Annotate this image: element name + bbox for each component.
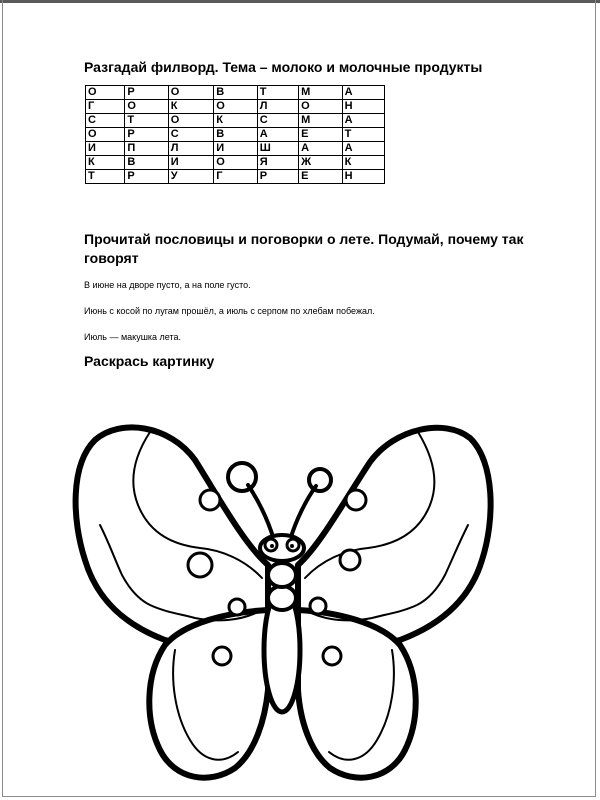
- grid-cell: Р: [125, 170, 168, 184]
- wing-spot: [310, 598, 326, 614]
- grid-cell: Т: [86, 170, 125, 184]
- grid-cell: О: [168, 86, 214, 100]
- grid-cell: Г: [86, 100, 125, 114]
- grid-row: [86, 100, 385, 114]
- wing-spot: [323, 647, 341, 665]
- wing-spot: [309, 469, 331, 491]
- grid-row: [86, 128, 385, 142]
- grid-cell: А: [342, 142, 384, 156]
- butterfly-thorax-lower: [268, 586, 296, 610]
- grid-cell: К: [214, 114, 257, 128]
- grid-cell: И: [168, 156, 214, 170]
- grid-cell: Е: [299, 128, 342, 142]
- grid-cell: Т: [342, 128, 384, 142]
- grid-cell: Л: [257, 100, 298, 114]
- grid-cell: А: [342, 86, 384, 100]
- grid-cell: О: [168, 114, 214, 128]
- grid-cell: О: [86, 128, 125, 142]
- grid-cell: Т: [257, 86, 298, 100]
- coloring-title: Раскрась картинку: [84, 353, 215, 369]
- grid-row: [86, 86, 385, 100]
- right-pupil: [290, 544, 294, 548]
- grid-row: [86, 142, 385, 156]
- wing-spot: [229, 599, 245, 615]
- grid-cell: С: [257, 114, 298, 128]
- grid-cell: И: [214, 142, 257, 156]
- wing-spot: [228, 463, 256, 491]
- grid-cell: И: [86, 142, 125, 156]
- wordsearch-grid: [85, 85, 385, 184]
- grid-cell: А: [257, 128, 298, 142]
- grid-cell: Г: [214, 170, 257, 184]
- wing-spot: [346, 490, 366, 510]
- right-antenna: [290, 486, 316, 540]
- grid-cell: К: [342, 156, 384, 170]
- grid-cell: Т: [125, 114, 168, 128]
- grid-cell: У: [168, 170, 214, 184]
- grid-cell: О: [299, 100, 342, 114]
- grid-cell: Р: [125, 86, 168, 100]
- grid-row: [86, 114, 385, 128]
- proverb-line: Июнь с косой по лугам прошёл, а июль с серпом по хлебам побежал.: [84, 306, 375, 316]
- grid-cell: А: [342, 114, 384, 128]
- butterfly-outline-picture: [70, 415, 510, 795]
- left-antenna: [248, 485, 274, 540]
- grid-cell: М: [299, 86, 342, 100]
- grid-cell: Н: [342, 170, 384, 184]
- wing-spot: [340, 550, 360, 570]
- grid-row: [86, 170, 385, 184]
- grid-cell: Е: [299, 170, 342, 184]
- wing-spot: [188, 553, 212, 577]
- grid-cell: В: [214, 128, 257, 142]
- grid-cell: П: [125, 142, 168, 156]
- grid-cell: О: [125, 100, 168, 114]
- grid-cell: О: [86, 86, 125, 100]
- wing-spot: [213, 647, 231, 665]
- grid-cell: С: [86, 114, 125, 128]
- grid-cell: М: [299, 114, 342, 128]
- grid-cell: Н: [342, 100, 384, 114]
- grid-cell: Л: [168, 142, 214, 156]
- grid-cell: В: [125, 156, 168, 170]
- grid-cell: Я: [257, 156, 298, 170]
- wordsearch-title: Разгадай филворд. Тема – молоко и молочные продукты: [84, 59, 483, 75]
- left-pupil: [270, 544, 274, 548]
- proverb-line: В июне на дворе пусто, а на поле густо.: [84, 280, 251, 290]
- proverbs-title: Прочитай пословицы и поговорки о лете. Подумай, почему так говорят: [84, 231, 524, 266]
- grid-cell: С: [168, 128, 214, 142]
- grid-cell: Ш: [257, 142, 298, 156]
- grid-cell: Ж: [299, 156, 342, 170]
- grid-cell: Р: [257, 170, 298, 184]
- butterfly-thorax-upper: [268, 563, 296, 587]
- wing-spot: [200, 490, 220, 510]
- grid-cell: К: [86, 156, 125, 170]
- proverb-line: Июль — макушка лета.: [84, 332, 182, 342]
- grid-cell: В: [214, 86, 257, 100]
- grid-cell: А: [299, 142, 342, 156]
- grid-cell: Р: [125, 128, 168, 142]
- grid-cell: К: [168, 100, 214, 114]
- grid-cell: О: [214, 156, 257, 170]
- grid-row: [86, 156, 385, 170]
- grid-cell: О: [214, 100, 257, 114]
